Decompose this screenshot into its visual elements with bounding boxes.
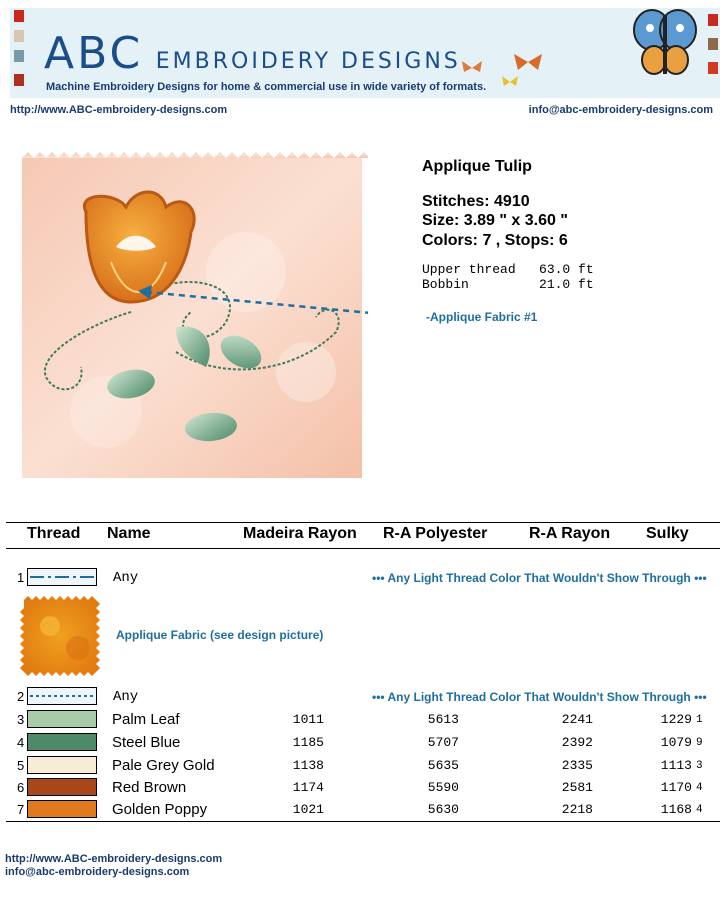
thread-name: Steel Blue (112, 734, 181, 751)
row-number: 3 (17, 712, 25, 727)
dots-icon: ••• (690, 690, 707, 704)
design-title: Applique Tulip (422, 158, 532, 175)
thread-name: Golden Poppy (112, 801, 208, 818)
ra-polyester-number: 5630 (427, 802, 459, 817)
thread-swatch-any (27, 568, 97, 586)
applique-fabric-row-label: Applique Fabric (see design picture) (116, 628, 324, 642)
sulky-number: 1170 (660, 780, 692, 795)
thread-name: Pale Grey Gold (112, 757, 215, 774)
ra-rayon-number: 2581 (561, 780, 593, 795)
decor-square-icon (708, 38, 718, 50)
thread-swatch (27, 800, 97, 818)
footer-site-link[interactable]: http://www.ABC-embroidery-designs.com (5, 853, 223, 865)
row-number: 4 (17, 735, 25, 750)
ra-rayon-number: 2218 (561, 802, 593, 817)
madeira-number: 1185 (292, 735, 324, 750)
ra-rayon-number: 2241 (561, 712, 593, 727)
sulky-number-tail: 3 (696, 760, 703, 772)
note-text: Any Light Thread Color That Wouldn't Show Through (387, 690, 691, 704)
upper-thread-length: Upper thread 63.0 ft (422, 262, 594, 277)
site-logo[interactable] (44, 28, 461, 79)
thread-name: Red Brown (112, 779, 187, 796)
col-header-sulky: Sulky (646, 525, 689, 542)
decor-square-icon (14, 50, 24, 62)
header-site-link[interactable]: http://www.ABC-embroidery-designs.com (10, 104, 228, 116)
sulky-number: 1113 (660, 758, 692, 773)
row-number: 5 (17, 758, 25, 773)
logo-abc: ABC (44, 28, 144, 79)
col-header-madeira: Madeira Rayon (243, 525, 357, 542)
row-number: 6 (17, 780, 25, 795)
thread-swatch (27, 756, 97, 774)
bobbin-length: Bobbin 21.0 ft (422, 277, 594, 292)
table-top-rule (6, 522, 720, 523)
col-header-thread: Thread (27, 525, 81, 542)
table-header-rule (6, 548, 720, 549)
sulky-number: 1168 (660, 802, 692, 817)
light-thread-note (372, 690, 707, 704)
dots-icon: ••• (372, 571, 388, 585)
table-bottom-rule (6, 821, 720, 822)
thread-swatch (27, 778, 97, 796)
ra-rayon-number: 2335 (561, 758, 593, 773)
sulky-number: 1229 (660, 712, 692, 727)
decor-square-icon (708, 14, 718, 26)
thread-name: Palm Leaf (112, 711, 180, 728)
madeira-number: 1011 (292, 712, 324, 727)
applique-fabric-label: -Applique Fabric #1 (426, 310, 538, 324)
note-text: Any Light Thread Color That Wouldn't Show Through (387, 571, 691, 585)
row-number: 1 (17, 570, 25, 585)
ra-rayon-number: 2392 (561, 735, 593, 750)
logo-words: EMBROIDERY DESIGNS (155, 49, 461, 74)
thread-swatch-any (27, 687, 97, 705)
thread-swatch (27, 733, 97, 751)
ra-polyester-number: 5707 (427, 735, 459, 750)
design-picture (16, 152, 368, 484)
stitch-count: Stitches: 4910 (422, 193, 530, 210)
header-email-link[interactable]: info@abc-embroidery-designs.com (528, 104, 713, 116)
thread-name: Any (113, 689, 139, 705)
dots-icon: ••• (690, 571, 707, 585)
design-size: Size: 3.89 " x 3.60 " (422, 212, 568, 229)
butterflies-icon (458, 54, 548, 90)
madeira-number: 1021 (292, 802, 324, 817)
decor-square-icon (14, 10, 24, 22)
ra-polyester-number: 5613 (427, 712, 459, 727)
colors-stops: Colors: 7 , Stops: 6 (422, 232, 568, 249)
sulky-number-tail: 9 (696, 737, 703, 749)
applique-fabric-swatch (20, 596, 104, 678)
sulky-number: 1079 (660, 735, 692, 750)
decor-square-icon (14, 30, 24, 42)
site-tagline: Machine Embroidery Designs for home & commercial use in wide variety of formats. (46, 81, 487, 93)
col-header-ra-rayon: R-A Rayon (529, 525, 611, 542)
madeira-number: 1138 (292, 758, 324, 773)
footer-email-link[interactable]: info@abc-embroidery-designs.com (5, 866, 190, 878)
ra-polyester-number: 5635 (427, 758, 459, 773)
row-number: 7 (17, 802, 25, 817)
madeira-number: 1174 (292, 780, 324, 795)
site-banner (10, 8, 720, 98)
sulky-number-tail: 4 (696, 804, 703, 816)
row-number: 2 (17, 689, 25, 704)
sulky-number-tail: 1 (696, 714, 703, 726)
thread-swatch (27, 710, 97, 728)
sulky-number-tail: 4 (696, 782, 703, 794)
decor-square-icon (708, 62, 718, 74)
col-header-name: Name (107, 525, 151, 542)
light-thread-note (372, 571, 707, 585)
butterfly-icon (632, 8, 698, 80)
decor-square-icon (14, 74, 24, 86)
thread-name: Any (113, 570, 139, 586)
dots-icon: ••• (372, 690, 388, 704)
ra-polyester-number: 5590 (427, 780, 459, 795)
col-header-ra-polyester: R-A Polyester (383, 525, 488, 542)
